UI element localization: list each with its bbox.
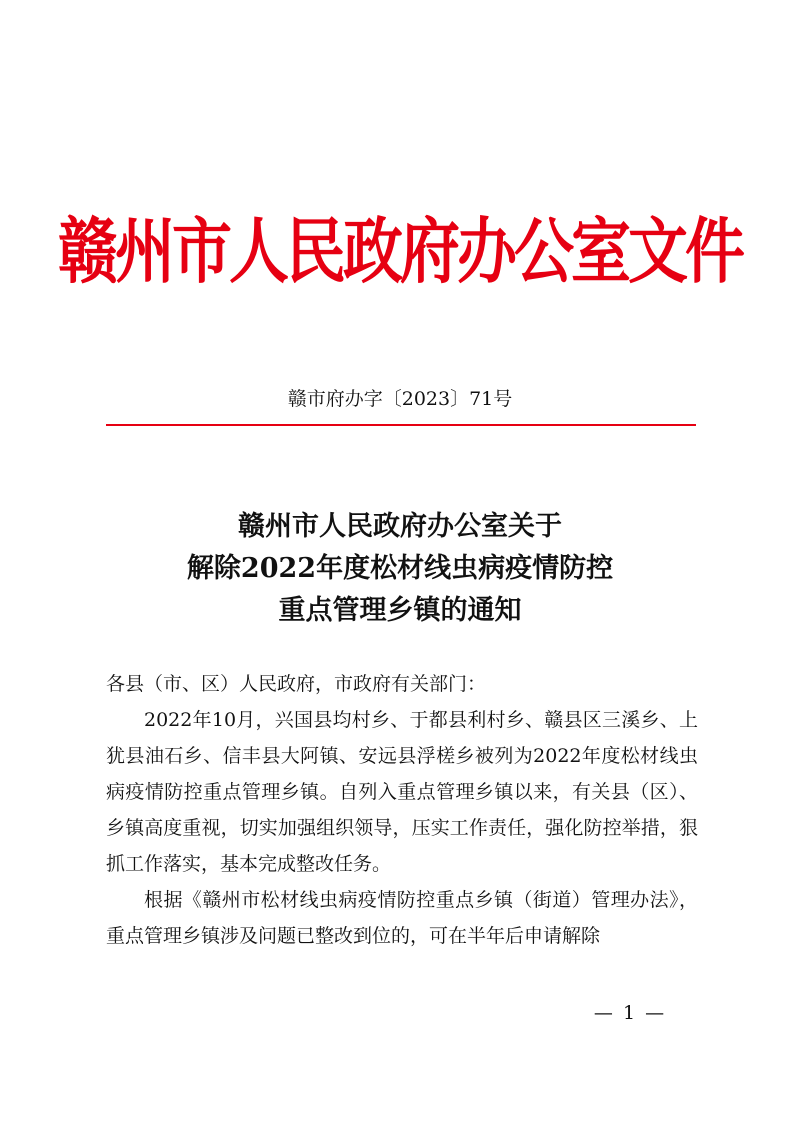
document-number: 赣市府办字〔2023〕71号 <box>287 388 513 410</box>
masthead-title: 赣州市人民政府办公室文件 <box>58 210 742 294</box>
body-paragraph-1: 2022年10月，兴国县均村乡、于都县利村乡、赣县区三溪乡、上犹县油石乡、信丰县大阿镇、安远县浮槎乡被列为2022年度松材线虫病疫情防控重点管理乡镇。自列入重点管理乡镇以来，有关县（区）、乡镇高度重视，切实加强组织领导，压实工作责任，强化防控举措，狠抓工作落实，基本完成整改任务。 <box>106 709 698 875</box>
notice-title-line-1: 赣州市人民政府办公室关于 <box>238 511 562 542</box>
page-number: — 1 — <box>593 1002 667 1024</box>
notice-title-line-2: 解除2022年度松材线虫病疫情防控 <box>186 553 614 584</box>
notice-title-line-3: 重点管理乡镇的通知 <box>278 595 522 626</box>
document-body <box>106 666 698 954</box>
salutation: 各县（市、区）人民政府，市政府有关部门： <box>106 673 487 695</box>
notice-title <box>0 506 800 632</box>
red-divider-line <box>106 424 696 426</box>
body-paragraph-2: 根据《赣州市松材线虫病疫情防控重点乡镇（街道）管理办法》，重点管理乡镇涉及问题已整改到位的，可在半年后申请解除 <box>106 889 698 947</box>
